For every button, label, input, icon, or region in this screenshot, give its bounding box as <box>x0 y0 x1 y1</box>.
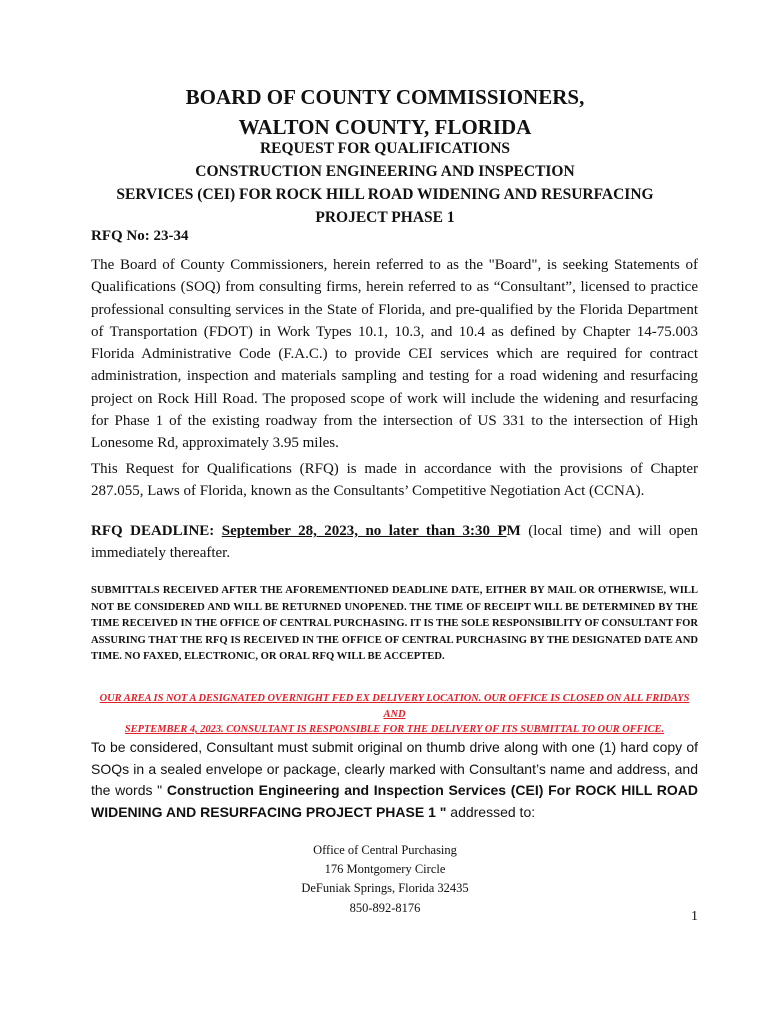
address-city: DeFuniak Springs, Florida 32435 <box>301 881 469 896</box>
deadline-date-tail: M <box>506 523 521 539</box>
delivery-warning <box>91 691 698 738</box>
rfq-number: RFQ No: 23-34 <box>91 228 189 244</box>
submission-paragraph <box>91 737 698 824</box>
mailing-address <box>0 841 770 918</box>
title-line-1: BOARD OF COUNTY COMMISSIONERS, <box>185 85 585 109</box>
subtitle-line-2: CONSTRUCTION ENGINEERING AND INSPECTION <box>195 163 575 180</box>
submission-project-name: Construction Engineering and Inspection Services (CEI) For ROCK HILL ROAD WIDENING AND RESURFACING PROJECT PHASE 1 " <box>91 782 698 821</box>
deadline-rest: (local time) and will open immediately thereafter. <box>91 523 699 562</box>
warning-line-1: OUR AREA IS NOT A DESIGNATED OVERNIGHT FED EX DELIVERY LOCATION. OUR OFFICE IS CLOSED ON ALL FRIDAYS AND <box>99 693 690 720</box>
deadline-paragraph <box>91 520 698 565</box>
address-street: 176 Montgomery Circle <box>324 862 446 877</box>
address-office: Office of Central Purchasing <box>313 843 457 857</box>
ccna-paragraph: This Request for Qualifications (RFQ) is made in accordance with the provisions of Chapter 287.055, Laws of Florida, known as the Consultants’ Competitive Negotiation Act (CCNA). <box>91 461 698 500</box>
submission-intro: To be considered, Consultant must submit original on thumb drive along with one (1) hard copy of SOQs in a sealed envelope or package, clearly marked with Consultant’s name and address, and the words " <box>91 739 698 799</box>
address-phone: 850-892-8176 <box>349 900 421 915</box>
document-subtitle <box>0 137 770 229</box>
deadline-date: September 28, 2023, no later than 3:30 P <box>221 523 507 539</box>
title-line-2: WALTON COUNTY, FLORIDA <box>238 115 532 139</box>
page-number: 1 <box>691 909 698 924</box>
warning-line-2: SEPTEMBER 4, 2023. CONSULTANT IS RESPONSIBLE FOR THE DELIVERY OF ITS SUBMITTAL TO OUR OFFICE. <box>124 724 665 735</box>
subtitle-line-1: REQUEST FOR QUALIFICATIONS <box>259 140 511 157</box>
deadline-label: RFQ DEADLINE: <box>91 523 222 539</box>
subtitle-line-4: PROJECT PHASE 1 <box>315 209 455 226</box>
subtitle-line-3: SERVICES (CEI) FOR ROCK HILL ROAD WIDENING AND RESURFACING <box>116 186 654 203</box>
intro-paragraph: The Board of County Commissioners, herein referred to as the "Board", is seeking Statements of Qualifications (SOQ) from consulting firms, herein referred to as “Consultant”, licensed to practice professional consulting services in the State of Florida, and pre-qualified by the Florida Department of Transportation (FDOT) in Work Types 10.1, 10.3, and 10.4 as defined by Chapter 14-75.003 Florida Administrative Code (F.A.C.) to provide CEI services which are required for contract administration, inspection and materials sampling and testing for a road widening and resurfacing project on Rock Hill Road. The proposed scope of work will include the widening and resurfacing for Phase 1 of the existing roadway from the intersection of US 331 to the intersection of High Lonesome Rd, approximately 3.95 miles. <box>91 257 698 452</box>
submission-outro: addressed to: <box>446 804 536 821</box>
late-submittal-notice: SUBMITTALS RECEIVED AFTER THE AFOREMENTIONED DEADLINE DATE, EITHER BY MAIL OR OTHERWISE, WILL NOT BE CONSIDERED AND WILL BE RETURNED UNOPENED. THE TIME OF RECEIPT WILL BE DETERMINED BY THE TIME RECEIVED IN THE OFFICE OF CENTRAL PURCHASING. IT IS THE SOLE RESPONSIBILITY OF CONSULTANT FOR ASSURING THAT THE RFQ IS RECEIVED IN THE OFFICE OF CENTRAL PURCHASING BY THE DESIGNATED DATE AND TIME. NO FAXED, ELECTRONIC, OR ORAL RFQ WILL BE ACCEPTED. <box>91 585 698 663</box>
document-title <box>0 82 770 142</box>
